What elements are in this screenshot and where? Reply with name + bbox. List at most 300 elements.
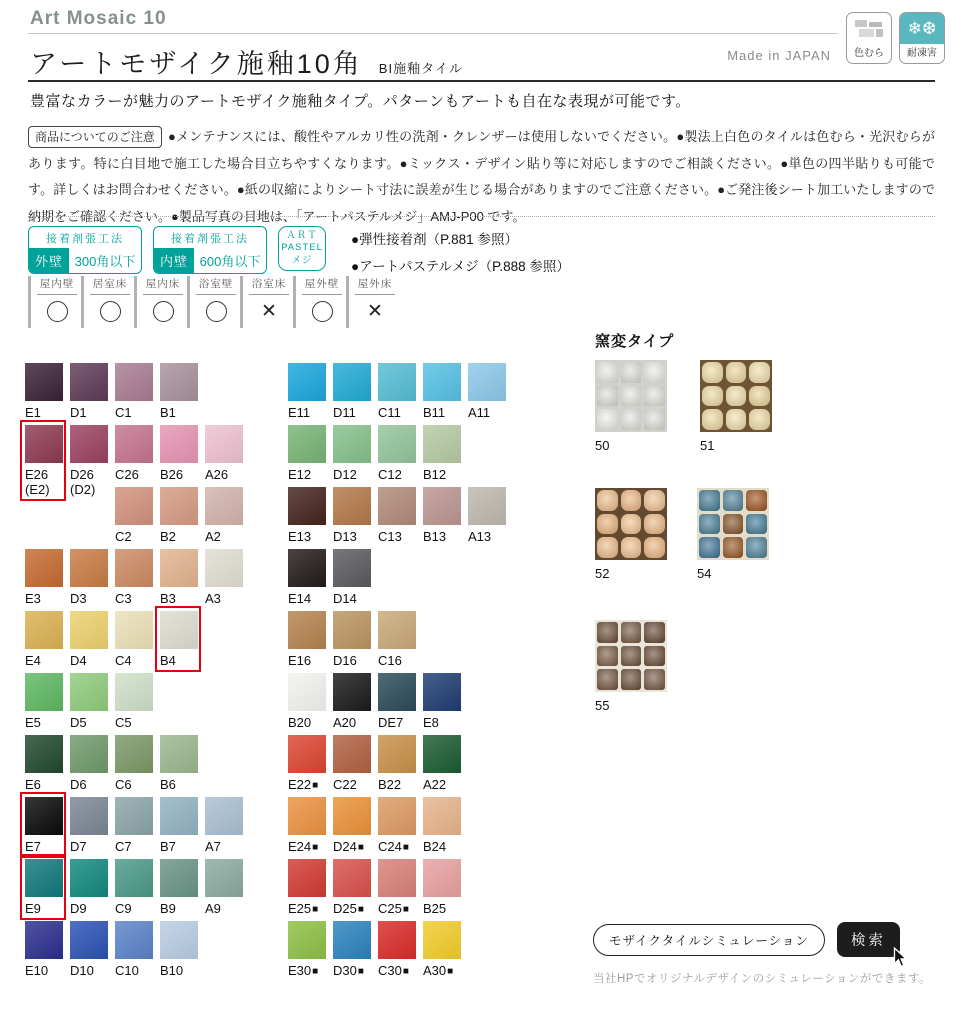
swatch-label: A11 xyxy=(468,405,491,420)
color-swatch xyxy=(25,859,63,897)
color-swatch xyxy=(160,859,198,897)
art-pastel-joint-badge: ＡＲＴ PASTEL メジ xyxy=(278,226,326,271)
color-swatch xyxy=(70,611,108,649)
kiln-tile-photo xyxy=(697,488,769,560)
color-swatch xyxy=(160,549,198,587)
kiln-tile-cell xyxy=(621,490,642,511)
method-badge-interior xyxy=(153,226,267,274)
kiln-tile-cell xyxy=(726,362,747,383)
not-allowed-mark: ✕ xyxy=(261,300,277,322)
swatch-cell-B13 xyxy=(423,487,461,544)
swatch-alt-label: (D2) xyxy=(70,482,96,497)
kiln-tile-cell xyxy=(746,514,767,535)
swatch-cell-E24 xyxy=(288,797,326,854)
swatch-cell-C6 xyxy=(115,735,153,792)
color-swatch xyxy=(115,425,153,463)
swatch-cell-C1 xyxy=(115,363,153,420)
kiln-tile-cell xyxy=(644,537,665,558)
color-swatch xyxy=(333,673,371,711)
swatch-label: DE7 xyxy=(378,715,404,730)
swatch-label: D6 xyxy=(70,777,87,792)
color-swatch xyxy=(423,363,461,401)
color-swatch xyxy=(423,735,461,773)
swatch-cell-E8 xyxy=(423,673,461,730)
kiln-tile-cell xyxy=(726,409,747,430)
usage-label: 屋内壁 xyxy=(37,276,77,295)
swatch-row xyxy=(288,797,513,859)
color-swatch xyxy=(378,859,416,897)
kiln-tile-cell xyxy=(621,622,642,643)
swatch-group-left xyxy=(25,363,250,983)
swatch-cell-C7 xyxy=(115,797,153,854)
swatch-cell-B9 xyxy=(160,859,198,916)
swatch-label: A30■ xyxy=(423,963,454,978)
adhesive-note-line: ●アートパステルメジ（P.888 参照） xyxy=(351,259,570,274)
color-swatch xyxy=(333,549,371,587)
swatch-label: D25■ xyxy=(333,901,364,916)
swatch-label: B1 xyxy=(160,405,176,420)
title-row xyxy=(30,42,463,81)
color-variation-badge xyxy=(846,12,892,64)
notes-tag: 商品についてのご注意 xyxy=(28,126,162,148)
swatch-label: C11 xyxy=(378,405,401,420)
filled-square-marker: ■ xyxy=(357,842,364,853)
kiln-tile-cell xyxy=(621,386,642,407)
swatch-label: C3 xyxy=(115,591,132,606)
color-swatch xyxy=(333,859,371,897)
swatch-row xyxy=(25,797,250,859)
usage-cell xyxy=(240,276,293,328)
swatch-label: A7 xyxy=(205,839,221,854)
simulation-footer xyxy=(593,922,945,986)
swatch-label: B3 xyxy=(160,591,176,606)
swatch-cell-E26 xyxy=(25,425,63,497)
color-swatch xyxy=(25,735,63,773)
swatch-label: C24■ xyxy=(378,839,409,854)
color-swatch xyxy=(70,859,108,897)
swatch-label: A13 xyxy=(468,529,492,544)
color-swatch xyxy=(115,797,153,835)
swatch-label: B24 xyxy=(423,839,447,854)
usage-label: 屋外床 xyxy=(355,276,395,295)
adhesive-note-line: ●弾性接着剤（P.881 参照） xyxy=(351,232,518,247)
swatch-cell-B3 xyxy=(160,549,198,606)
swatch-cell-DE7 xyxy=(378,673,416,730)
kiln-tile-cell xyxy=(702,386,723,407)
color-swatch xyxy=(378,363,416,401)
swatch-label: C13 xyxy=(378,529,402,544)
color-swatch xyxy=(468,487,506,525)
page-subtitle: BI施釉タイル xyxy=(378,61,463,76)
swatch-label: C25■ xyxy=(378,901,409,916)
swatch-cell-D5 xyxy=(70,673,108,730)
color-swatch xyxy=(160,797,198,835)
color-swatch xyxy=(288,425,326,463)
color-swatch xyxy=(70,797,108,835)
allowed-mark xyxy=(196,300,236,322)
swatch-row xyxy=(25,363,250,425)
swatch-label: D9 xyxy=(70,901,87,916)
swatch-cell-E14 xyxy=(288,549,326,606)
kiln-tile-cell xyxy=(702,362,723,383)
swatch-label: E4 xyxy=(25,653,41,668)
swatch-cell-B22 xyxy=(378,735,416,792)
swatch-label: C6 xyxy=(115,777,132,792)
swatch-cell-A20 xyxy=(333,673,371,730)
color-swatch xyxy=(423,673,461,711)
swatch-label: D5 xyxy=(70,715,87,730)
wall-type: 外壁 xyxy=(29,248,69,273)
swatch-label: C7 xyxy=(115,839,132,854)
swatch-label: E1 xyxy=(25,405,41,420)
swatch-cell-B25 xyxy=(423,859,461,916)
swatch-label: E25■ xyxy=(288,901,319,916)
color-swatch xyxy=(115,673,153,711)
swatch-label: B11 xyxy=(423,405,446,420)
kiln-tile-number: 55 xyxy=(595,698,610,713)
color-swatch xyxy=(160,735,198,773)
swatch-cell-B4 xyxy=(160,611,198,668)
not-allowed-mark: ✕ xyxy=(367,300,383,322)
kiln-tile-cell xyxy=(746,537,767,558)
kiln-tile-cell xyxy=(644,622,665,643)
filled-square-marker: ■ xyxy=(447,966,454,977)
swatch-label: E9 xyxy=(25,901,41,916)
kiln-tile-item-50 xyxy=(595,360,667,453)
kiln-tile-number: 51 xyxy=(700,438,715,453)
kiln-tile-cell xyxy=(699,490,720,511)
color-swatch xyxy=(378,735,416,773)
kiln-tile-cell xyxy=(746,490,767,511)
swatch-cell-A22 xyxy=(423,735,461,792)
swatch-cell-E13 xyxy=(288,487,326,544)
swatch-cell-B26 xyxy=(160,425,198,482)
swatch-row xyxy=(25,549,250,611)
swatch-cell-D4 xyxy=(70,611,108,668)
kiln-tile-cell xyxy=(702,409,723,430)
swatch-cell-A2 xyxy=(205,487,243,544)
swatch-cell-B6 xyxy=(160,735,198,792)
filled-square-marker: ■ xyxy=(312,966,319,977)
filled-square-marker: ■ xyxy=(402,966,409,977)
kiln-tile-cell xyxy=(644,669,665,690)
swatch-cell-B10 xyxy=(160,921,198,978)
color-swatch xyxy=(70,363,108,401)
swatch-cell-E6 xyxy=(25,735,63,792)
kiln-tile-cell xyxy=(621,646,642,667)
swatch-cell-C3 xyxy=(115,549,153,606)
usage-label: 屋外壁 xyxy=(302,276,342,295)
swatch-cell-B1 xyxy=(160,363,198,420)
swatch-label: E24■ xyxy=(288,839,319,854)
swatch-label: D11 xyxy=(333,405,356,420)
filled-square-marker: ■ xyxy=(357,966,364,977)
color-swatch xyxy=(70,921,108,959)
swatch-row xyxy=(25,735,250,797)
swatch-cell-B20 xyxy=(288,673,326,730)
swatch-label: A9 xyxy=(205,901,221,916)
kiln-section-heading: 窯変タイプ xyxy=(595,333,675,350)
notes-text: ●メンテナンスには、酸性やアルカリ性の洗剤・クレンザーは使用しないでください。●製法上白色のタイルは色むら・光沢むらがあります。特に白目地で施工した場合目立ちやすくなります。●ミックス・デザイン貼り等に対応しますのでご相談ください。●単色の四半貼りも可能です。詳しくはお問合わせください。●紙の収縮によりシート寸法に誤差が生じる場合がありますのでご注意ください。●ご発注後シート加工いたしますので納期をご確認ください。●製品写真の目地は、「アートパステルメジ」AMJ-P00 です。 xyxy=(28,129,935,224)
color-swatch xyxy=(205,487,243,525)
swatch-label: E11 xyxy=(288,405,311,420)
swatch-row xyxy=(25,921,250,983)
usage-suitability-row xyxy=(28,276,399,328)
swatch-cell-D24 xyxy=(333,797,371,854)
kiln-tile-photo xyxy=(700,360,772,432)
swatch-cell-C2 xyxy=(115,487,153,544)
series-title-en: Art Mosaic 10 xyxy=(30,8,167,29)
color-swatch xyxy=(288,797,326,835)
swatch-label: A2 xyxy=(205,529,221,544)
swatch-row xyxy=(25,611,250,673)
color-swatch xyxy=(70,735,108,773)
divider-heavy xyxy=(28,80,935,82)
swatch-cell-B2 xyxy=(160,487,198,544)
color-swatch xyxy=(205,859,243,897)
color-swatch xyxy=(333,487,371,525)
swatch-label: E12 xyxy=(288,467,312,482)
color-swatch xyxy=(70,673,108,711)
mosaic-simulation-button[interactable]: モザイクタイルシミュレーション xyxy=(593,924,825,956)
swatch-cell-C11 xyxy=(378,363,416,420)
swatch-label: E26 xyxy=(25,467,49,482)
installation-methods xyxy=(28,226,570,280)
product-description: 豊富なカラーが魅力のアートモザイク施釉タイプ。パターンもアートも自在な表現が可能です。 xyxy=(30,93,691,110)
color-swatch xyxy=(160,363,198,401)
kiln-tile-cell xyxy=(644,362,665,383)
swatch-label: B7 xyxy=(160,839,176,854)
swatch-cell-B7 xyxy=(160,797,198,854)
allowed-mark xyxy=(37,300,77,322)
swatch-label: C12 xyxy=(378,467,402,482)
color-swatch xyxy=(25,363,63,401)
kiln-tile-cell xyxy=(749,409,770,430)
swatch-cell-C24 xyxy=(378,797,416,854)
search-button[interactable]: 検索 xyxy=(837,922,900,957)
swatch-cell-D13 xyxy=(333,487,371,544)
swatch-row xyxy=(288,611,513,673)
swatch-label: C4 xyxy=(115,653,132,668)
swatch-label: C30■ xyxy=(378,963,409,978)
swatch-label: D3 xyxy=(70,591,87,606)
color-swatch xyxy=(378,487,416,525)
swatch-cell-D9 xyxy=(70,859,108,916)
color-swatch xyxy=(70,425,108,463)
kiln-tile-cell xyxy=(644,646,665,667)
swatch-row xyxy=(288,859,513,921)
color-swatch xyxy=(423,921,461,959)
swatch-label: B26 xyxy=(160,467,184,482)
filled-square-marker: ■ xyxy=(312,904,319,915)
product-notes xyxy=(28,124,935,231)
color-swatch xyxy=(423,487,461,525)
swatch-row xyxy=(25,859,250,921)
kiln-tile-cell xyxy=(597,490,618,511)
swatch-label: C22 xyxy=(333,777,357,792)
color-swatch xyxy=(115,611,153,649)
swatch-cell-A11 xyxy=(468,363,506,420)
color-swatch xyxy=(288,859,326,897)
color-swatch xyxy=(378,673,416,711)
kiln-tile-cell xyxy=(723,537,744,558)
kiln-tile-cell xyxy=(749,362,770,383)
filled-square-marker: ■ xyxy=(357,904,364,915)
swatch-label: C16 xyxy=(378,653,402,668)
color-swatch xyxy=(25,797,63,835)
color-swatch xyxy=(160,425,198,463)
swatch-cell-C13 xyxy=(378,487,416,544)
swatch-label: B25 xyxy=(423,901,447,916)
swatch-cell-C26 xyxy=(115,425,153,482)
adhesive-notes xyxy=(351,226,570,280)
swatch-label: C5 xyxy=(115,715,132,730)
color-swatch xyxy=(468,363,506,401)
color-swatch xyxy=(115,859,153,897)
swatch-cell-D7 xyxy=(70,797,108,854)
usage-label: 居室床 xyxy=(90,276,130,295)
swatch-cell-C12 xyxy=(378,425,416,482)
swatch-cell-E25 xyxy=(288,859,326,916)
kiln-tile-number: 50 xyxy=(595,438,610,453)
frost-resistant-badge xyxy=(899,12,945,64)
color-swatch xyxy=(25,549,63,587)
swatch-label: E6 xyxy=(25,777,41,792)
swatch-label: A20 xyxy=(333,715,357,730)
kiln-tile-item-52 xyxy=(595,488,667,581)
usage-cell xyxy=(187,276,240,328)
swatch-cell-E9 xyxy=(25,859,63,916)
color-swatch xyxy=(423,425,461,463)
filled-square-marker: ■ xyxy=(402,904,409,915)
swatch-label: E7 xyxy=(25,839,41,854)
wall-type: 内壁 xyxy=(154,248,194,273)
color-swatch xyxy=(333,735,371,773)
swatch-label: A22 xyxy=(423,777,447,792)
swatch-row xyxy=(288,363,513,425)
swatch-cell-E16 xyxy=(288,611,326,668)
kiln-tile-cell xyxy=(644,490,665,511)
color-swatch xyxy=(288,487,326,525)
swatch-label: D1 xyxy=(70,405,87,420)
kiln-tile-cell xyxy=(644,514,665,535)
color-swatch xyxy=(25,673,63,711)
swatch-label: E14 xyxy=(288,591,312,606)
swatch-label: C26 xyxy=(115,467,139,482)
swatch-row xyxy=(288,921,513,983)
color-swatch xyxy=(288,363,326,401)
swatch-cell-C16 xyxy=(378,611,416,668)
swatch-row xyxy=(25,425,250,497)
color-swatch xyxy=(115,549,153,587)
usage-cell xyxy=(81,276,134,328)
kiln-tile-cell xyxy=(621,537,642,558)
swatch-label: E5 xyxy=(25,715,41,730)
filled-square-marker: ■ xyxy=(312,842,319,853)
swatch-label: D24■ xyxy=(333,839,364,854)
kiln-tile-photo xyxy=(595,360,667,432)
swatch-label: B13 xyxy=(423,529,447,544)
swatch-label: D4 xyxy=(70,653,87,668)
kiln-tile-cell xyxy=(644,409,665,430)
kiln-tile-cell xyxy=(644,386,665,407)
kiln-tile-cell xyxy=(699,537,720,558)
swatch-label: C2 xyxy=(115,529,132,544)
color-swatch xyxy=(333,611,371,649)
swatch-label: B2 xyxy=(160,529,176,544)
swatch-label: E22■ xyxy=(288,777,319,792)
swatch-label: D26 xyxy=(70,467,94,482)
color-swatch xyxy=(115,363,153,401)
swatch-label: D7 xyxy=(70,839,87,854)
filled-square-marker: ■ xyxy=(402,842,409,853)
swatch-cell-B11 xyxy=(423,363,461,420)
swatch-cell-A7 xyxy=(205,797,243,854)
swatch-alt-label: (E2) xyxy=(25,482,50,497)
kiln-tile-cell xyxy=(723,490,744,511)
kiln-tile-cell xyxy=(621,514,642,535)
kiln-tile-item-51 xyxy=(700,360,772,453)
made-in-japan-label: Made in JAPAN xyxy=(727,48,831,63)
swatch-row xyxy=(288,425,513,487)
swatch-cell-A26 xyxy=(205,425,243,482)
swatch-cell-B24 xyxy=(423,797,461,854)
swatch-cell-D30 xyxy=(333,921,371,978)
kiln-tile-cell xyxy=(723,514,744,535)
swatch-label: A26 xyxy=(205,467,229,482)
kiln-tile-cell xyxy=(621,409,642,430)
allowed-mark xyxy=(143,300,183,322)
swatch-cell-C25 xyxy=(378,859,416,916)
color-swatch xyxy=(378,797,416,835)
snowflake-icon: ❄❆ xyxy=(900,13,944,44)
swatch-label: D12 xyxy=(333,467,357,482)
swatch-label: B6 xyxy=(160,777,176,792)
usage-cell xyxy=(134,276,187,328)
swatch-cell-E11 xyxy=(288,363,326,420)
kiln-tile-cell xyxy=(699,514,720,535)
color-swatch xyxy=(25,425,63,463)
color-swatch xyxy=(25,921,63,959)
swatch-label: E16 xyxy=(288,653,312,668)
swatch-cell-E30 xyxy=(288,921,326,978)
swatch-row xyxy=(25,673,250,735)
kiln-tile-cell xyxy=(749,386,770,407)
swatch-cell-C22 xyxy=(333,735,371,792)
color-swatch xyxy=(288,673,326,711)
badge-label: 色むら xyxy=(854,48,884,59)
swatch-cell-E3 xyxy=(25,549,63,606)
swatch-cell-E4 xyxy=(25,611,63,668)
swatch-cell-A3 xyxy=(205,549,243,606)
color-swatch xyxy=(160,921,198,959)
swatch-cell-D3 xyxy=(70,549,108,606)
usage-cell xyxy=(293,276,346,328)
color-swatch xyxy=(333,797,371,835)
filled-square-marker: ■ xyxy=(312,780,319,791)
swatch-cell-C5 xyxy=(115,673,153,730)
swatch-label: A3 xyxy=(205,591,221,606)
color-swatch xyxy=(205,549,243,587)
swatch-cell-E22 xyxy=(288,735,326,792)
kiln-tile-cell xyxy=(597,646,618,667)
swatch-cell-D25 xyxy=(333,859,371,916)
swatch-row xyxy=(288,673,513,735)
method-badge-exterior xyxy=(28,226,142,274)
usage-label: 屋内床 xyxy=(143,276,183,295)
color-swatch xyxy=(115,487,153,525)
color-swatch xyxy=(333,921,371,959)
